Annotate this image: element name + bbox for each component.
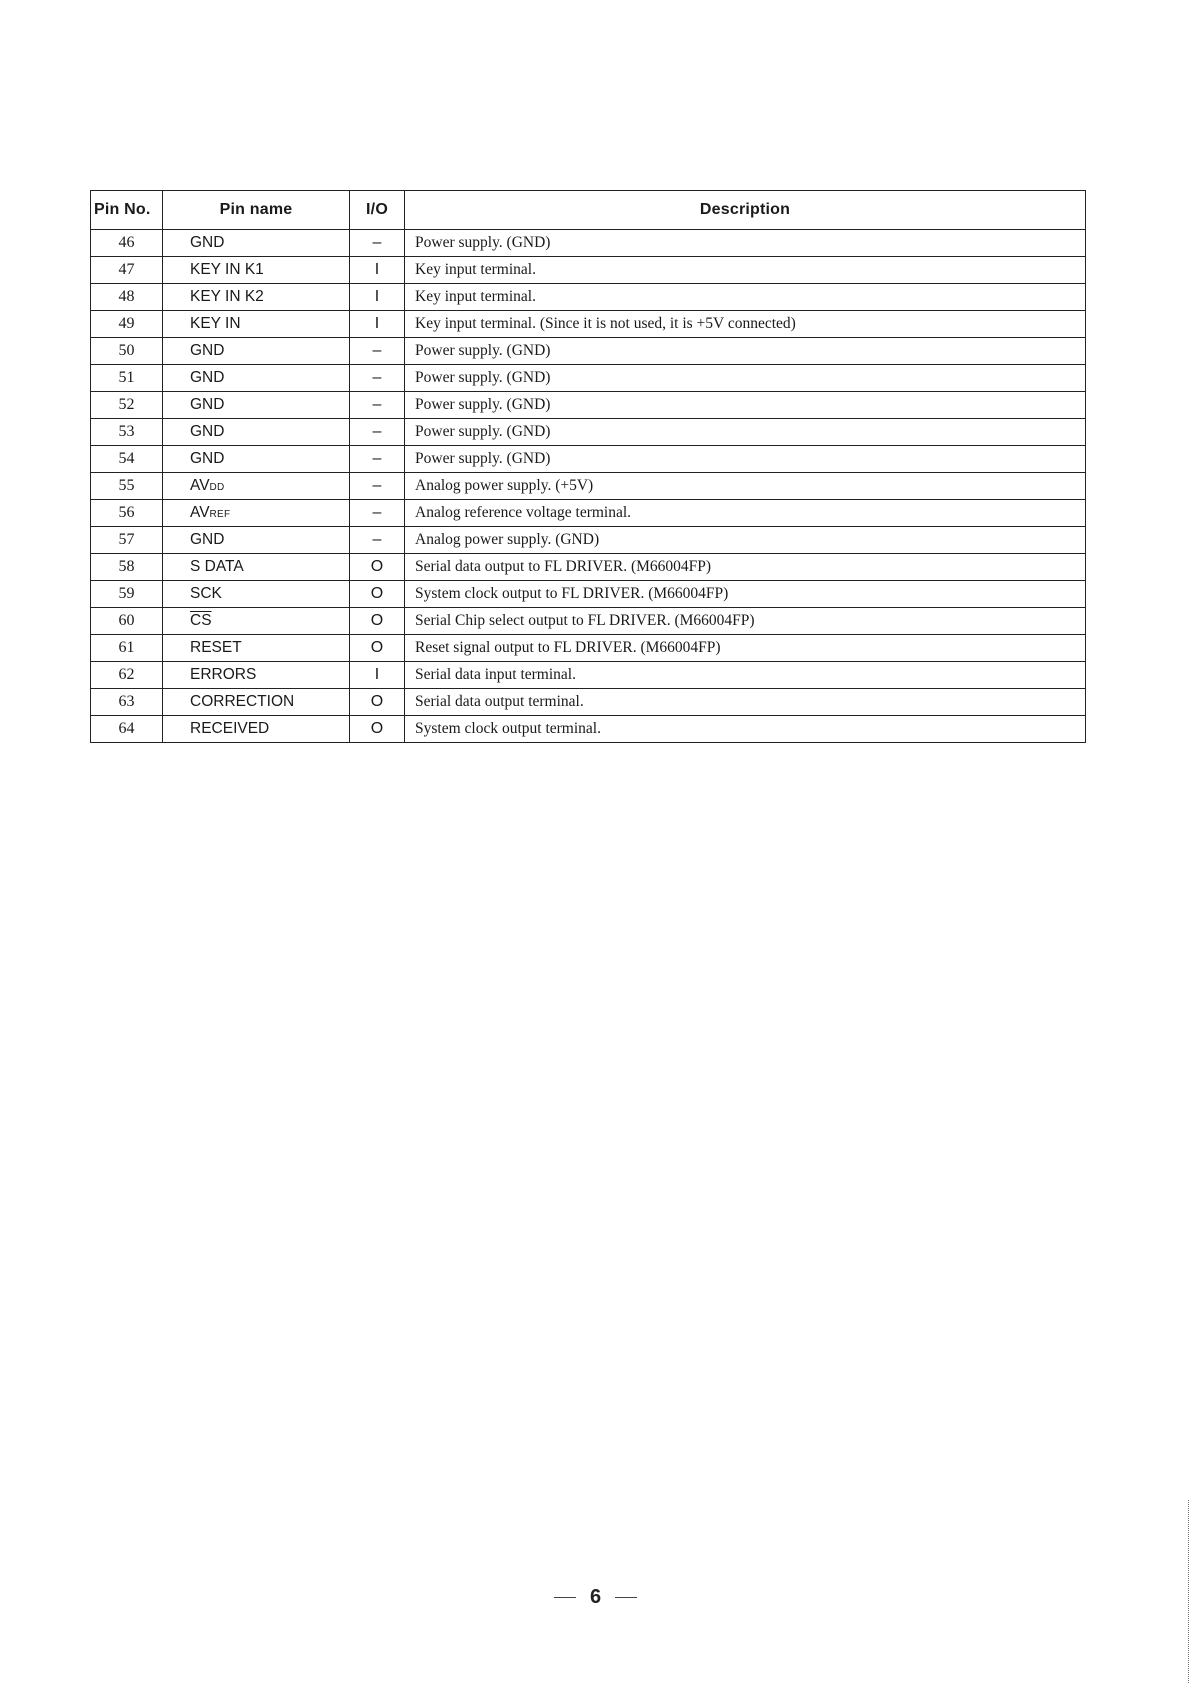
description-cell: Serial Chip select output to FL DRIVER. (M66004FP) xyxy=(405,608,1086,635)
pin-name-cell: RECEIVED xyxy=(163,716,350,743)
table-row xyxy=(91,284,1086,311)
io-cell: – xyxy=(350,419,405,446)
dash-left-icon xyxy=(554,1597,576,1598)
pin-description-table xyxy=(90,190,1086,743)
pin-no-cell: 55 xyxy=(91,473,163,500)
table-row xyxy=(91,230,1086,257)
io-cell: – xyxy=(350,446,405,473)
pin-no-cell: 56 xyxy=(91,500,163,527)
io-cell: I xyxy=(350,284,405,311)
table-row xyxy=(91,527,1086,554)
page-number xyxy=(0,1586,1191,1609)
pin-no-cell: 60 xyxy=(91,608,163,635)
description-cell: System clock output terminal. xyxy=(405,716,1086,743)
table-row xyxy=(91,338,1086,365)
description-cell: Power supply. (GND) xyxy=(405,230,1086,257)
pin-no-cell: 51 xyxy=(91,365,163,392)
description-cell: Analog reference voltage terminal. xyxy=(405,500,1086,527)
pin-name-cell: KEY IN K1 xyxy=(163,257,350,284)
pin-no-cell: 52 xyxy=(91,392,163,419)
pin-name-cell: GND xyxy=(163,230,350,257)
description-cell: Key input terminal. xyxy=(405,284,1086,311)
table-row xyxy=(91,365,1086,392)
pin-name-cell: S DATA xyxy=(163,554,350,581)
pin-no-cell: 53 xyxy=(91,419,163,446)
pin-name-cell: GND xyxy=(163,446,350,473)
pin-no-cell: 49 xyxy=(91,311,163,338)
pin-name-cell: GND xyxy=(163,392,350,419)
io-cell: O xyxy=(350,581,405,608)
pin-name-cell: GND xyxy=(163,527,350,554)
description-cell: Power supply. (GND) xyxy=(405,419,1086,446)
io-cell: – xyxy=(350,365,405,392)
table-row xyxy=(91,500,1086,527)
table-row xyxy=(91,473,1086,500)
pin-name-cell: SCK xyxy=(163,581,350,608)
pin-name-cell xyxy=(163,473,350,500)
table-row xyxy=(91,581,1086,608)
description-cell: Serial data output to FL DRIVER. (M66004FP) xyxy=(405,554,1086,581)
description-cell: Power supply. (GND) xyxy=(405,446,1086,473)
description-cell: Key input terminal. (Since it is not used, it is +5V connected) xyxy=(405,311,1086,338)
table-row xyxy=(91,689,1086,716)
description-cell: Analog power supply. (+5V) xyxy=(405,473,1086,500)
description-cell: Power supply. (GND) xyxy=(405,392,1086,419)
pin-name-cell: KEY IN xyxy=(163,311,350,338)
pin-name-cell: GND xyxy=(163,338,350,365)
pin-no-cell: 54 xyxy=(91,446,163,473)
description-cell: Reset signal output to FL DRIVER. (M66004FP) xyxy=(405,635,1086,662)
pin-no-cell: 47 xyxy=(91,257,163,284)
pin-name-cell xyxy=(163,608,350,635)
io-cell: – xyxy=(350,230,405,257)
description-cell: Power supply. (GND) xyxy=(405,365,1086,392)
io-cell: – xyxy=(350,500,405,527)
scan-edge-divider xyxy=(1188,1500,1189,1683)
table-row xyxy=(91,392,1086,419)
io-cell: – xyxy=(350,392,405,419)
description-cell: Key input terminal. xyxy=(405,257,1086,284)
description-cell: Power supply. (GND) xyxy=(405,338,1086,365)
pin-name-main: AV xyxy=(190,504,210,521)
pin-no-cell: 48 xyxy=(91,284,163,311)
description-cell: Serial data input terminal. xyxy=(405,662,1086,689)
pin-name-cell: GND xyxy=(163,365,350,392)
pin-no-cell: 58 xyxy=(91,554,163,581)
io-cell: – xyxy=(350,473,405,500)
table-row xyxy=(91,608,1086,635)
pin-no-cell: 46 xyxy=(91,230,163,257)
description-cell: Serial data output terminal. xyxy=(405,689,1086,716)
io-cell: I xyxy=(350,257,405,284)
page-number-value: 6 xyxy=(589,1586,602,1608)
pin-name-cell: RESET xyxy=(163,635,350,662)
header-pin-name: Pin name xyxy=(163,191,350,230)
io-cell: O xyxy=(350,554,405,581)
pin-no-cell: 59 xyxy=(91,581,163,608)
table-row xyxy=(91,554,1086,581)
table-header-row xyxy=(91,191,1086,230)
io-cell: – xyxy=(350,527,405,554)
pin-no-cell: 62 xyxy=(91,662,163,689)
io-cell: O xyxy=(350,689,405,716)
header-pin-no: Pin No. xyxy=(91,191,163,230)
table-row xyxy=(91,257,1086,284)
table-row xyxy=(91,662,1086,689)
pin-name-subscript: DD xyxy=(209,482,225,493)
pin-name-cell: KEY IN K2 xyxy=(163,284,350,311)
table-row xyxy=(91,446,1086,473)
table-row xyxy=(91,635,1086,662)
pin-name-subscript: REF xyxy=(209,509,231,520)
table-row xyxy=(91,419,1086,446)
io-cell: I xyxy=(350,311,405,338)
pin-name-cell: CORRECTION xyxy=(163,689,350,716)
io-cell: – xyxy=(350,338,405,365)
header-description: Description xyxy=(405,191,1086,230)
pin-no-cell: 64 xyxy=(91,716,163,743)
pin-name-overline: $\overline{CS}$ xyxy=(190,612,212,629)
pin-no-cell: 63 xyxy=(91,689,163,716)
table-row xyxy=(91,311,1086,338)
description-cell: System clock output to FL DRIVER. (M66004FP) xyxy=(405,581,1086,608)
pin-no-cell: 57 xyxy=(91,527,163,554)
header-io: I/O xyxy=(350,191,405,230)
io-cell: O xyxy=(350,635,405,662)
pin-name-cell: ERRORS xyxy=(163,662,350,689)
io-cell: O xyxy=(350,608,405,635)
table-row xyxy=(91,716,1086,743)
pin-name-main: AV xyxy=(190,477,210,494)
pin-no-cell: 61 xyxy=(91,635,163,662)
dash-right-icon xyxy=(615,1597,637,1598)
io-cell: O xyxy=(350,716,405,743)
pin-no-cell: 50 xyxy=(91,338,163,365)
description-cell: Analog power supply. (GND) xyxy=(405,527,1086,554)
io-cell: I xyxy=(350,662,405,689)
pin-name-cell: GND xyxy=(163,419,350,446)
pin-name-cell xyxy=(163,500,350,527)
